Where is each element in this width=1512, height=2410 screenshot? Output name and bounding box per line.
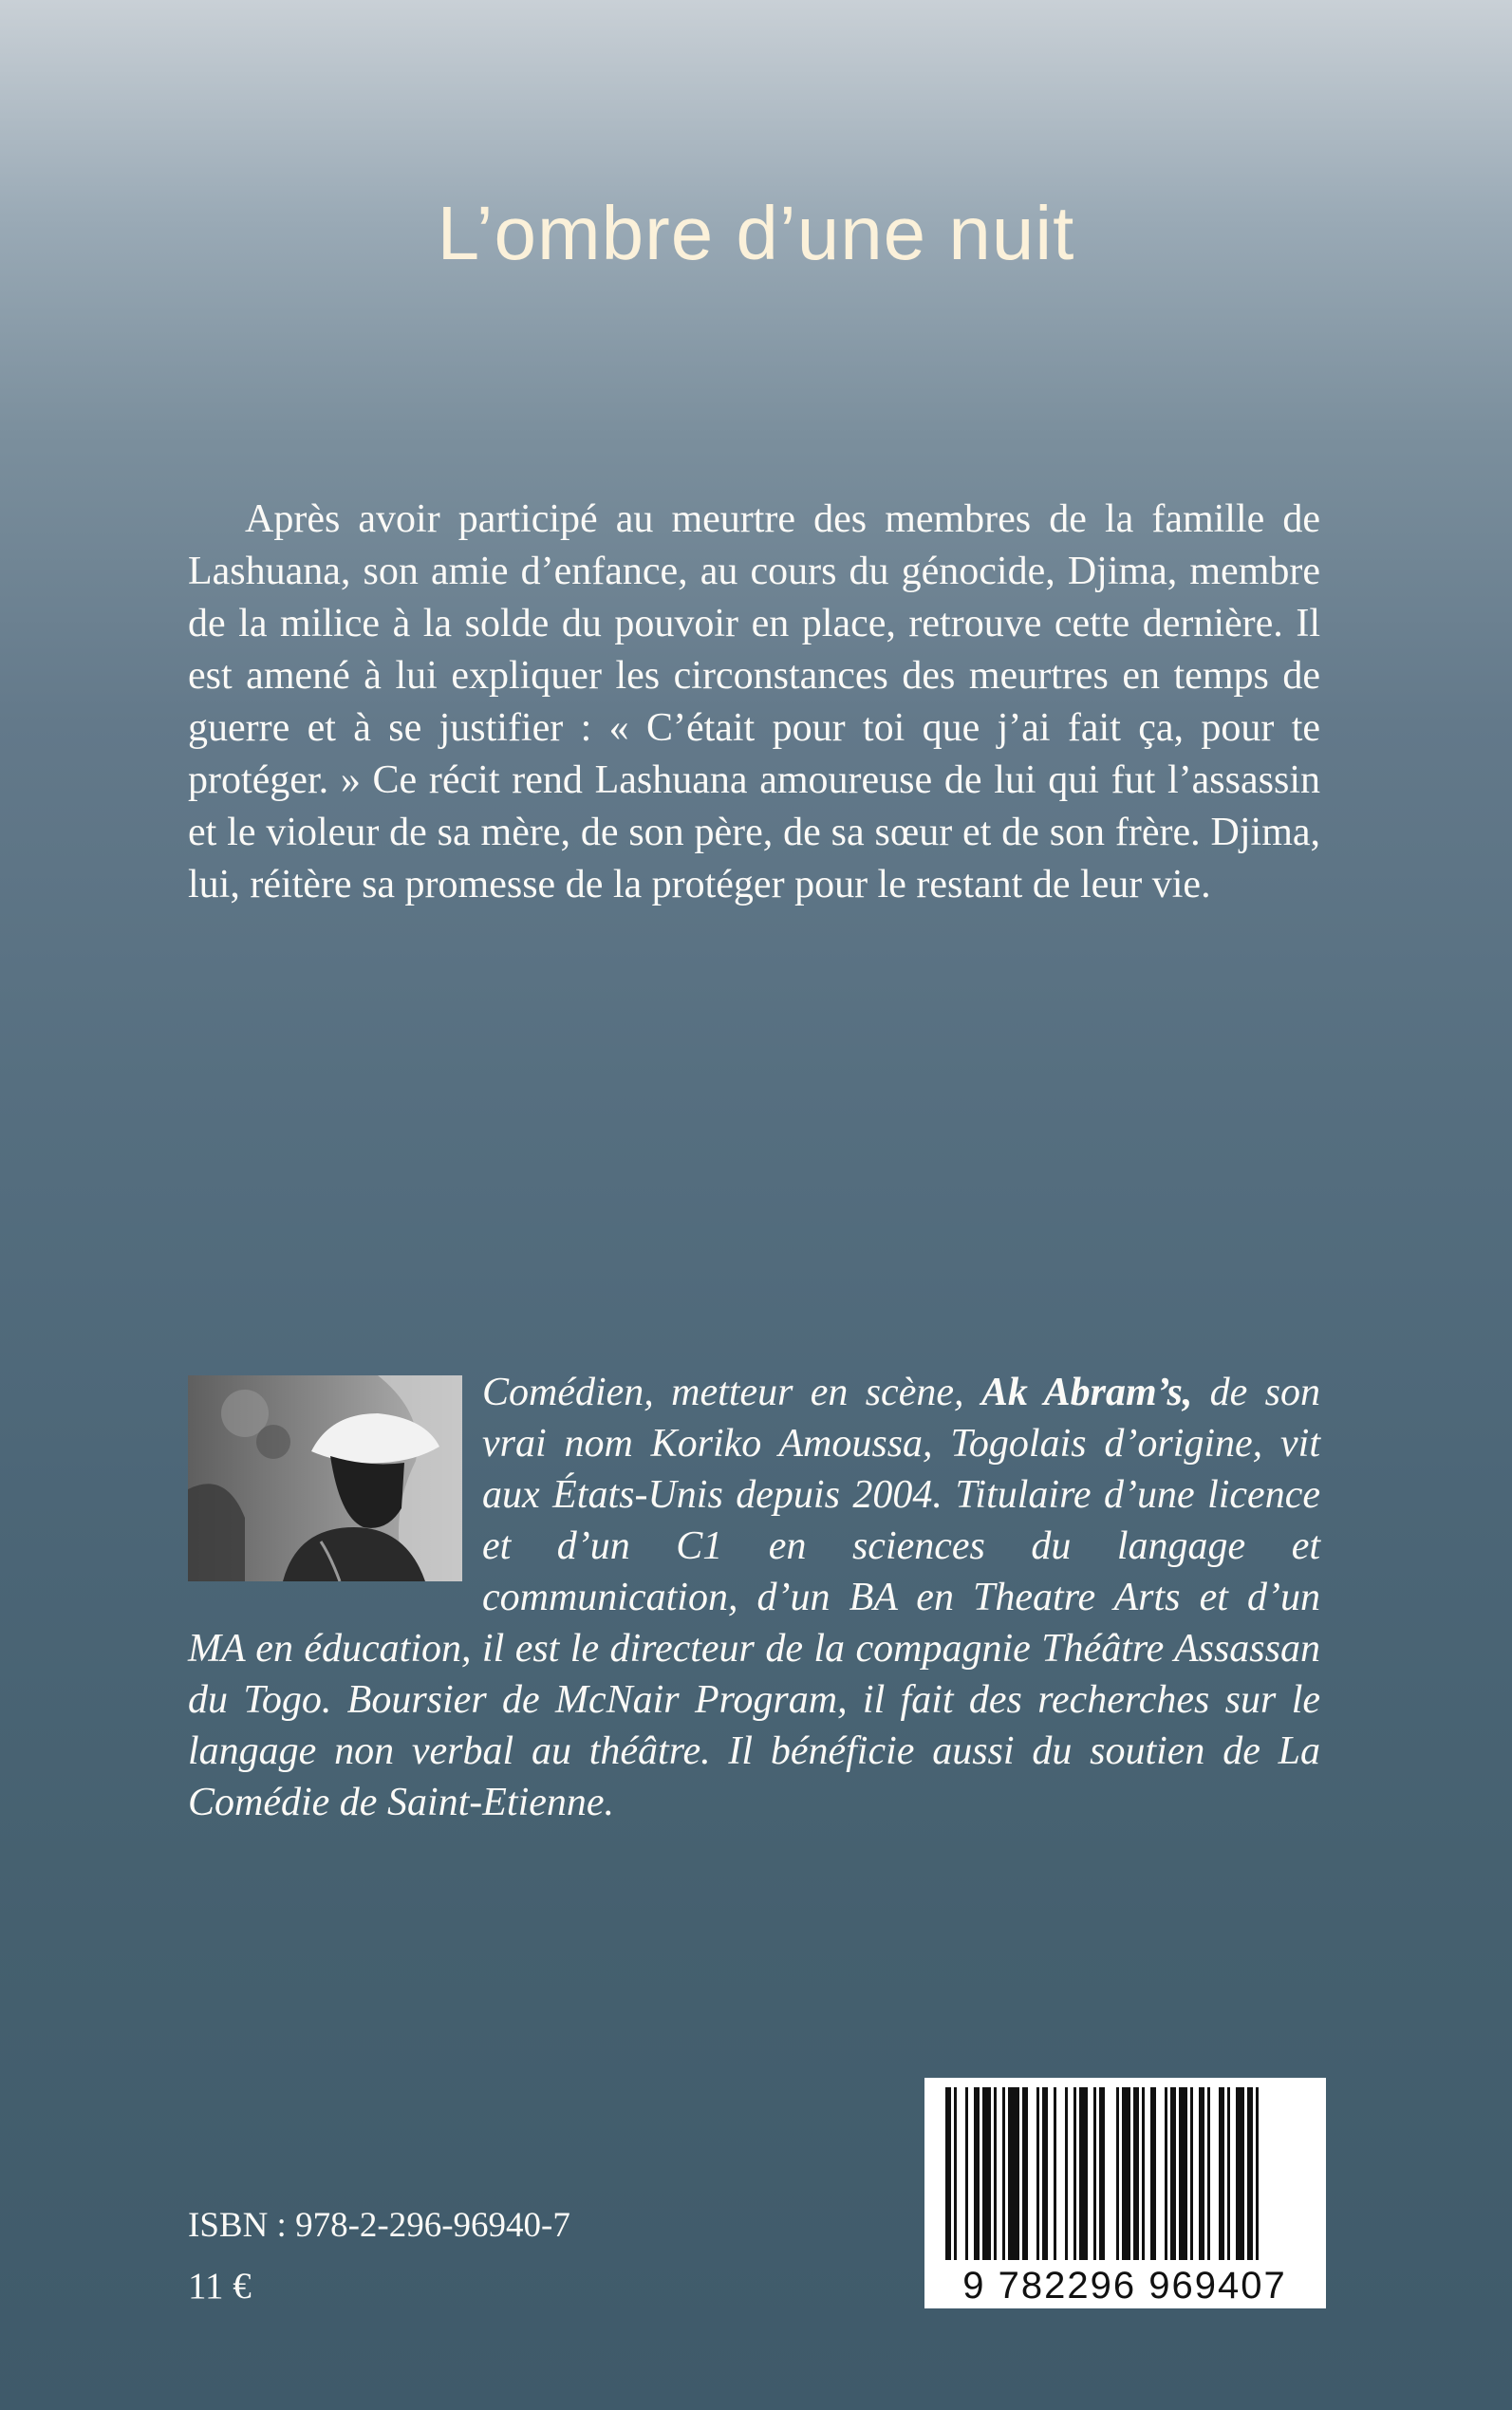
barcode-bar	[982, 2087, 991, 2260]
barcode-bar	[1199, 2087, 1204, 2260]
author-name: Ak Abram’s,	[980, 1371, 1193, 1414]
barcode-bar	[954, 2087, 957, 2260]
barcode-bar	[1227, 2087, 1230, 2260]
barcode-bar	[1022, 2087, 1028, 2260]
barcode-bar	[1247, 2087, 1253, 2260]
barcode-bar	[965, 2087, 968, 2260]
barcode-bar	[1190, 2087, 1193, 2260]
barcode-bar	[1236, 2087, 1244, 2260]
barcode-bar	[1142, 2087, 1145, 2260]
author-bio-text: de son vrai nom Koriko Amoussa, Togolais d’origine, vit aux États-Unis depuis 2004. Titulaire d’une licence et d’un C1 en sciences du langage et communication, d’un BA en Theatre Arts et d’un MA en éducation, il est le directeur de la compagnie Théâtre Assassan du Togo. Boursier de McNair Program, il fait des recherches sur le langage non verbal au théâtre. Il bénéficie aussi du soutien de La Comédie de Saint-Etienne.	[188, 1371, 1320, 1824]
barcode-bar	[1042, 2087, 1048, 2260]
book-title: L’ombre d’une nuit	[437, 191, 1075, 275]
barcode-bar	[1002, 2087, 1005, 2260]
barcode-bar	[1122, 2087, 1130, 2260]
barcode-bar	[1093, 2087, 1096, 2260]
barcode-bar	[974, 2087, 980, 2260]
barcode-bar	[1256, 2087, 1259, 2260]
barcode-bar	[1054, 2087, 1056, 2260]
barcode-bar	[1073, 2087, 1076, 2260]
barcode-bar	[1079, 2087, 1088, 2260]
barcode-bar	[1207, 2087, 1210, 2260]
isbn-number: ISBN : 978-2-296-96940-7	[188, 2206, 570, 2245]
barcode-bar	[1036, 2087, 1039, 2260]
barcode-bar	[1170, 2087, 1176, 2260]
barcode-bar	[1099, 2087, 1105, 2260]
author-bio-intro: Comédien, metteur en scène,	[482, 1371, 981, 1414]
barcode-bar	[1219, 2087, 1224, 2260]
barcode	[924, 2078, 1326, 2308]
barcode-bar	[1133, 2087, 1139, 2260]
barcode-bar	[1165, 2087, 1167, 2260]
barcode-bar	[1179, 2087, 1187, 2260]
photo-spacer	[188, 1367, 482, 1576]
back-cover-summary: Après avoir participé au meurtre des membres de la famille de Lashuana, son amie d’enfance, au cours du génocide, Djima, membre de la milice à la solde du pouvoir en place, retrouve cette dernière. Il est amené à lui expliquer les circonstances des meurtres en temps de guerre et à se justifier : « C’était pour toi que j’ai fait ça, pour te protéger. » Ce récit rend Lashuana amoureuse de lui qui fut l’assassin et le violeur de sa mère, de son père, de sa sœur et de son frère. Djima, lui, réitère sa promesse de la protéger pour le restant de leur vie.	[188, 497, 1320, 906]
barcode-bar	[945, 2087, 951, 2260]
barcode-bar	[1065, 2087, 1068, 2260]
barcode-bars	[945, 2087, 1259, 2260]
barcode-bar	[1150, 2087, 1156, 2260]
author-bio	[188, 1367, 1320, 1828]
price: 11 €	[188, 2266, 252, 2307]
barcode-bar	[1116, 2087, 1119, 2260]
barcode-digits: 9 782296 969407	[962, 2265, 1287, 2307]
barcode-bar	[994, 2087, 997, 2260]
barcode-bar	[1008, 2087, 1019, 2260]
